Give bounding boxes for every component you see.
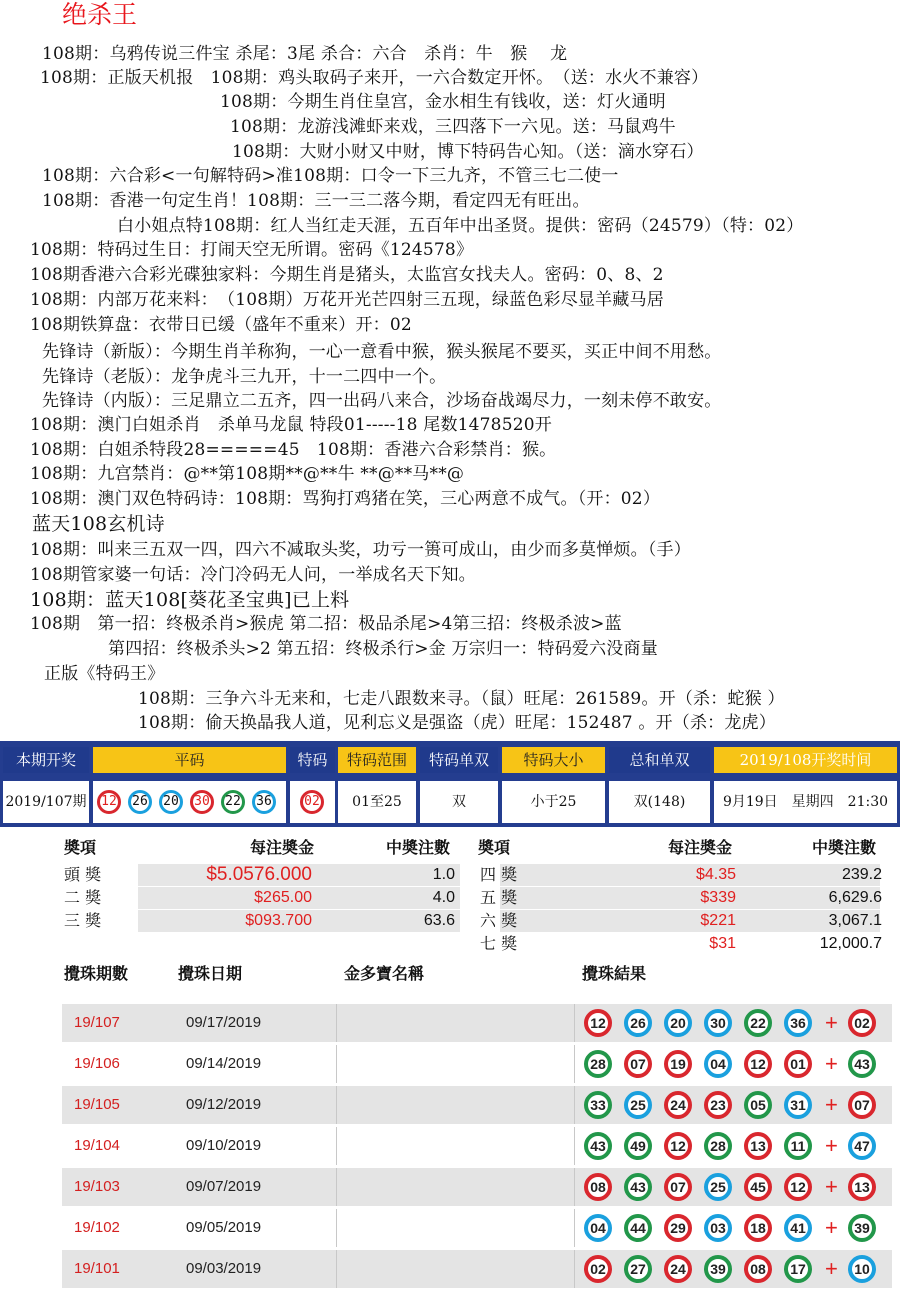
result-ball: 20	[664, 1009, 692, 1037]
special-ball: 02	[300, 790, 324, 814]
result-ball: 24	[664, 1255, 692, 1283]
header-special-number: 特码	[290, 747, 335, 773]
prize-header-count: 中奬注數	[812, 838, 877, 857]
prize-count: 3,067.1	[828, 912, 882, 929]
text-line: 108期香港六合彩光碟独家料：今期生肖是猪头，太监宫女找夫人。密码：0、8、2	[30, 265, 664, 285]
sum-odd-even-value: 双(148)	[609, 781, 710, 823]
column-divider	[336, 1127, 337, 1165]
draw-date: 09/07/2019	[186, 1178, 262, 1195]
column-divider	[336, 1045, 337, 1083]
text-line: 108期：内部万花来料： （108期）万花开光芒四射三五现，绿蓝色彩尽显羊藏马居	[30, 290, 664, 310]
regular-ball: 20	[159, 790, 183, 814]
result-ball: 08	[584, 1173, 612, 1201]
prize-name: 二 獎	[64, 888, 102, 907]
result-ball: 36	[784, 1009, 812, 1037]
column-divider	[574, 1168, 575, 1206]
result-ball: 29	[664, 1214, 692, 1242]
special-range-value: 01至25	[338, 781, 416, 823]
prize-count: 63.6	[423, 912, 455, 929]
result-ball: 44	[624, 1214, 652, 1242]
result-ball: 24	[664, 1091, 692, 1119]
text-line: 108期：六合彩<一句解特码>准108期：口令一下三九齐，不管三七二使一	[42, 166, 619, 186]
result-ball: 12	[784, 1173, 812, 1201]
column-divider	[336, 1086, 337, 1124]
result-ball: 07	[624, 1050, 652, 1078]
history-header-period: 攪珠期數	[64, 964, 129, 983]
draw-period: 19/104	[74, 1137, 120, 1154]
text-line: 108期：白姐杀特段28=====45 108期：香港六合彩禁肖：猴。	[30, 440, 557, 460]
regular-ball: 22	[221, 790, 245, 814]
prize-amount: $4.35	[695, 866, 736, 883]
text-line: 108期：大财小财又中财，博下特码告心知。（送：滴水穿石）	[232, 142, 704, 162]
text-line: 白小姐点特108期：红人当红走天涯，五百年中出圣贤。提供：密码（24579）（特：02）	[117, 216, 804, 236]
text-line: 先锋诗（内版）：三足鼎立二五齐，四一出码八来合，沙场奋战竭尽力，一刻未停不敢安。	[42, 391, 722, 411]
text-line: 先锋诗（新版）：今期生肖羊称狗，一心一意看中猴，猴头猴尾不要买，买正中间不用愁。	[42, 342, 722, 362]
special-result-ball: 43	[848, 1050, 876, 1078]
result-ball: 13	[744, 1132, 772, 1160]
prize-header-amount: 每注奬金	[668, 838, 733, 857]
page-title: 绝杀王	[62, 0, 138, 29]
result-ball: 02	[584, 1255, 612, 1283]
result-ball: 11	[784, 1132, 812, 1160]
regular-balls-cell	[93, 781, 286, 823]
history-row	[62, 1168, 892, 1206]
prize-name: 頭 獎	[64, 865, 102, 884]
text-line: 108期：九宫禁肖：@**第108期**@**牛 **@**马**@	[30, 464, 465, 484]
text-line: 108期：叫来三五双一四，四六不减取头奖，功亏一篑可成山，由少而多莫惮烦。（手）	[30, 540, 691, 560]
header-sum-odd-even: 总和单双	[609, 747, 710, 773]
history-row	[62, 1086, 892, 1124]
column-divider	[574, 1004, 575, 1042]
header-special-range: 特码范围	[338, 747, 416, 773]
prize-name: 五 獎	[480, 888, 518, 907]
text-line: 第四招：终极杀头>2 第五招：终极杀行>金 万宗归一：特码爱六没商量	[108, 639, 658, 659]
prize-amount: $221	[700, 912, 736, 929]
result-ball: 07	[664, 1173, 692, 1201]
prize-name: 六 獎	[480, 911, 518, 930]
prize-amount: $265.00	[254, 889, 312, 906]
draw-period: 19/101	[74, 1260, 120, 1277]
column-divider	[574, 1045, 575, 1083]
result-ball: 22	[744, 1009, 772, 1037]
next-draw-time-value: 9月19日 星期四 21:30	[714, 781, 897, 823]
special-result-ball: 07	[848, 1091, 876, 1119]
prize-amount: $339	[700, 889, 736, 906]
prize-amount: $093.700	[245, 912, 312, 929]
prize-header-count: 中奬注數	[386, 838, 451, 857]
special-size-value: 小于25	[502, 781, 605, 823]
plus-sign: +	[825, 1092, 838, 1117]
prize-count: 239.2	[841, 866, 882, 883]
regular-ball: 30	[190, 790, 214, 814]
text-line: 108期：澳门双色特码诗：108期：骂狗打鸡猪在笑，三心两意不成气。（开：02）	[30, 489, 661, 509]
draw-period: 19/102	[74, 1219, 120, 1236]
history-row	[62, 1127, 892, 1165]
special-result-ball: 10	[848, 1255, 876, 1283]
result-ball: 04	[584, 1214, 612, 1242]
result-ball: 45	[744, 1173, 772, 1201]
prize-name: 三 獎	[64, 911, 102, 930]
draw-date: 09/03/2019	[186, 1260, 262, 1277]
prize-amount: $31	[709, 935, 736, 952]
column-divider	[336, 1209, 337, 1247]
special-ball-cell	[290, 781, 335, 823]
result-ball: 39	[704, 1255, 732, 1283]
result-ball: 28	[584, 1050, 612, 1078]
prize-count: 1.0	[432, 866, 455, 883]
history-header-result: 攪珠結果	[582, 964, 647, 983]
column-divider	[336, 1250, 337, 1288]
text-line: 108期：香港一句定生肖！108期：三一三二落今期，看定四无有旺出。	[42, 191, 590, 211]
plus-sign: +	[825, 1215, 838, 1240]
text-line: 108期管家婆一句话：冷门冷码无人问，一举成名天下知。	[30, 565, 476, 585]
draw-period: 19/105	[74, 1096, 120, 1113]
draw-date: 09/14/2019	[186, 1055, 262, 1072]
plus-sign: +	[825, 1133, 838, 1158]
result-ball: 12	[744, 1050, 772, 1078]
text-line: 108期：三争六斗无来和，七走八跟数来寻。（鼠）旺尾：261589。开（杀：蛇猴 ）	[138, 689, 785, 709]
column-divider	[574, 1127, 575, 1165]
draw-period: 2019/107期	[3, 781, 89, 823]
special-result-ball: 47	[848, 1132, 876, 1160]
header-regular-numbers: 平码	[93, 747, 286, 773]
result-ball: 25	[624, 1091, 652, 1119]
text-line: 108期：正版天机报 108期：鸡头取码子来开，一六合数定开怀。 （送：水火不兼容）	[40, 68, 709, 88]
result-ball: 43	[584, 1132, 612, 1160]
plus-sign: +	[825, 1010, 838, 1035]
result-ball: 18	[744, 1214, 772, 1242]
text-line: 108期：偷天换晶我人道，见利忘义是强盗（虎）旺尾：152487 。开（杀：龙虎）	[138, 713, 776, 733]
draw-date: 09/17/2019	[186, 1014, 262, 1031]
result-ball: 12	[584, 1009, 612, 1037]
regular-ball: 36	[252, 790, 276, 814]
column-divider	[574, 1209, 575, 1247]
result-ball: 31	[784, 1091, 812, 1119]
plus-sign: +	[825, 1174, 838, 1199]
result-ball: 41	[784, 1214, 812, 1242]
result-ball: 30	[704, 1009, 732, 1037]
prize-count: 4.0	[432, 889, 455, 906]
history-row	[62, 1250, 892, 1288]
prize-name: 四 獎	[480, 865, 518, 884]
history-row	[62, 1004, 892, 1042]
result-ball: 49	[624, 1132, 652, 1160]
result-ball: 23	[704, 1091, 732, 1119]
column-divider	[336, 1004, 337, 1042]
result-ball: 43	[624, 1173, 652, 1201]
prize-row-bg	[500, 864, 880, 886]
plus-sign: +	[825, 1051, 838, 1076]
column-divider	[574, 1250, 575, 1288]
text-line: 先锋诗（老版）：龙争虎斗三九开，十一二四中一个。	[42, 367, 447, 387]
result-ball: 01	[784, 1050, 812, 1078]
result-ball: 26	[624, 1009, 652, 1037]
result-ball: 17	[784, 1255, 812, 1283]
prize-count: 12,000.7	[819, 935, 882, 952]
result-ball: 04	[704, 1050, 732, 1078]
header-current-draw: 本期开奖	[3, 747, 89, 773]
header-next-draw-time: 2019/108开奖时间	[714, 747, 897, 773]
header-special-size: 特码大小	[502, 747, 605, 773]
history-header-date: 攪珠日期	[178, 964, 243, 983]
prize-header-amount: 每注奬金	[250, 838, 315, 857]
draw-date: 09/10/2019	[186, 1137, 262, 1154]
text-line: 108期：今期生肖住皇宫，金水相生有钱收，送：灯火通明	[220, 92, 666, 112]
draw-period: 19/107	[74, 1014, 120, 1031]
result-ball: 12	[664, 1132, 692, 1160]
prize-header-name: 奬項	[478, 838, 511, 857]
prize-count: 6,629.6	[828, 889, 882, 906]
plus-sign: +	[825, 1256, 838, 1281]
draw-period: 19/106	[74, 1055, 120, 1072]
result-ball: 28	[704, 1132, 732, 1160]
text-line: 正版《特码王》	[44, 664, 165, 684]
result-ball: 33	[584, 1091, 612, 1119]
result-ball: 03	[704, 1214, 732, 1242]
special-result-ball: 02	[848, 1009, 876, 1037]
text-line: 108期 第一招：终极杀肖>猴虎 第二招：极品杀尾>4第三招：终极杀波>蓝	[30, 614, 622, 634]
draw-date: 09/05/2019	[186, 1219, 262, 1236]
section-heading: 108期：蓝天108[葵花圣宝典]已上料	[30, 589, 350, 611]
regular-ball: 12	[97, 790, 121, 814]
history-row	[62, 1045, 892, 1083]
prize-row-bg	[500, 910, 880, 932]
text-line: 108期铁算盘：衣带日已缓（盛年不重来）开：02	[30, 315, 412, 335]
prize-row-bg	[500, 887, 880, 909]
result-ball: 19	[664, 1050, 692, 1078]
column-divider	[336, 1168, 337, 1206]
prize-amount: $5.0576.000	[206, 864, 312, 885]
regular-ball: 26	[128, 790, 152, 814]
text-line: 108期：澳门白姐杀肖 杀单马龙鼠 特段01-----18 尾数1478520开	[30, 415, 552, 435]
result-ball: 25	[704, 1173, 732, 1201]
special-odd-even-value: 双	[420, 781, 498, 823]
text-line: 108期：龙游浅滩虾来戏，三四落下一六见。送：马鼠鸡牛	[230, 117, 676, 137]
draw-period: 19/103	[74, 1178, 120, 1195]
header-special-odd-even: 特码单双	[420, 747, 498, 773]
draw-date: 09/12/2019	[186, 1096, 262, 1113]
result-ball: 27	[624, 1255, 652, 1283]
section-heading: 蓝天108玄机诗	[32, 513, 165, 535]
prize-name: 七 獎	[480, 934, 518, 953]
text-line: 108期：特码过生日：打闹天空无所谓。密码《124578》	[30, 240, 474, 260]
prize-header-name: 奬項	[64, 838, 97, 857]
special-result-ball: 13	[848, 1173, 876, 1201]
column-divider	[574, 1086, 575, 1124]
special-result-ball: 39	[848, 1214, 876, 1242]
text-line: 108期：乌鸦传说三件宝 杀尾：3尾 杀合：六合 杀肖：牛 猴 龙	[42, 44, 568, 64]
result-ball: 05	[744, 1091, 772, 1119]
history-row	[62, 1209, 892, 1247]
result-ball: 08	[744, 1255, 772, 1283]
history-header-name: 金多寶名稱	[344, 964, 425, 983]
